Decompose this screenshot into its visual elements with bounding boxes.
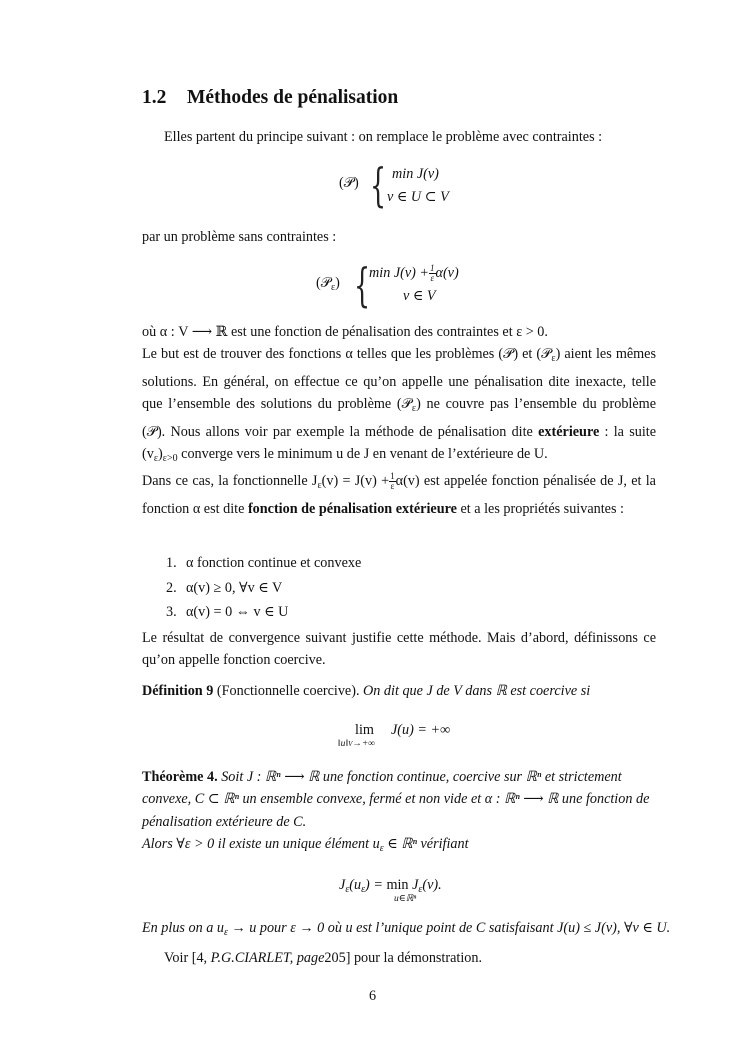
section-heading: [142, 86, 656, 110]
min-subscript: u∈ℝⁿ: [394, 894, 417, 904]
problem-p-label: (𝒫): [339, 175, 359, 191]
theorem-4: [142, 766, 656, 861]
left-brace: {: [370, 158, 387, 212]
limit-under: ‖u‖V→+∞: [338, 739, 376, 749]
limit-lim: lim: [355, 722, 374, 738]
reference: Voir [4, P.G.CIARLET, page205] pour la démonstration.: [164, 950, 483, 966]
section-number: 1.2: [142, 87, 167, 108]
intro-paragraph: Elles partent du principe suivant : on remplace le problème avec contraintes :: [164, 129, 603, 145]
problem-pe-line2: v ∈ V: [403, 288, 436, 304]
problem-p-line2: v ∈ U ⊂ V: [387, 189, 449, 205]
after-properties-paragraph: Le résultat de convergence suivant justifie cette méthode. Mais d’abord, définissons ce qu’on appelle fonction coercive.: [142, 630, 656, 669]
transition-text: par un problème sans contraintes :: [142, 229, 337, 245]
paragraph-1: où α : V ⟶ ℝ est une fonction de pénalisation des contraintes et ε > 0.: [142, 324, 548, 340]
problem-pe-label: (𝒫$_\varepsilon$): [316, 275, 340, 293]
limit-rhs: J(u) = +∞: [391, 722, 451, 738]
paragraph-2: Le but est de trouver des fonctions α telles que les problèmes (𝒫) et (𝒫$_\varepsilon$) aient les mêmes solutions. En général, on effectue ce qu’on appelle une pénalisation dite inexacte, telle que l’ensemble des solutions du problème (𝒫$_\varepsilon$) ne couvre pas l’ensemble du problème (𝒫). Nous allons voir par exemple la méthode de pénalisation dite extérieure : la suite $(v_\varepsilon)_{\varepsilon>0}$ converge vers le minimum u de J en venant de l’extérieure de U.: [142, 346, 657, 465]
conclusion: En plus on a $u_\varepsilon \to u$ pour ε → 0 où u est l’unique point de C satisfaisant J(u) ≤ J(v), ∀v ∈ U.: [142, 920, 671, 938]
left-brace: {: [354, 258, 371, 312]
main-paragraph: [142, 321, 656, 520]
list-item: 2. α(v) ≥ 0, ∀v ∈ V: [166, 579, 283, 596]
page-number: 6: [368, 988, 377, 1004]
paragraph-3: Dans ce cas, la fonctionnelle $J_\varepsilon(v) = J(v)$ + $\frac{1}{\varepsilon}$ α(v) est appelée fonction pénalisée de J, et la fonction α est dite fonction de pénalisation extérieure et a les propriétés suivantes :: [142, 471, 656, 517]
theorem-line-2: Alors ∀ε > 0 il existe un unique élément $u_\varepsilon$ ∈ ℝⁿ vérifiant: [142, 836, 469, 855]
properties-list: [166, 551, 361, 625]
problem-p-line1: min J(v): [392, 166, 439, 182]
list-item: 1. α fonction continue et convexe: [166, 555, 362, 571]
problem-pe-line1: min J(v) + $\frac{1}{\varepsilon}$ α(v): [369, 263, 459, 283]
theorem-equation: $J_\varepsilon(u_\varepsilon) = \min J_\varepsilon(v)$.: [339, 877, 442, 895]
definition-9: Définition 9 (Fonctionnelle coercive). On dit que J de V dans ℝ est coercive si: [142, 683, 591, 699]
theorem-statement: Théorème 4. Soit J : ℝⁿ ⟶ ℝ une fonction continue, coercive sur ℝⁿ et strictement convexe, C ⊂ ℝⁿ un ensemble convexe, fermé et non vide et α : ℝⁿ ⟶ ℝ une fonction de pénalisation extérieure de C.: [142, 769, 650, 830]
section-title: Méthodes de pénalisation: [187, 87, 399, 108]
list-item: 3. α(v) = 0 ⇔ v ∈ U: [166, 604, 289, 620]
